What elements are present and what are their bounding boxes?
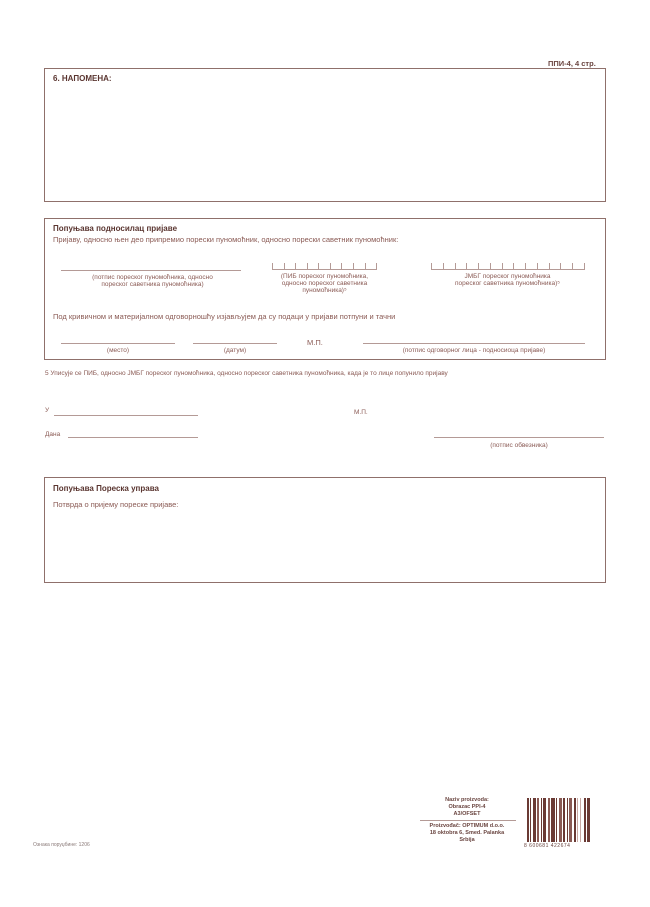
place-caption: (место) [106,347,130,354]
stamp-label-bottom: М.П. [354,409,368,416]
tax-office-title: Попуњава Пореска управа [53,484,159,493]
responsible-signature-caption: (потпис одговорног лица - подносиоца пријаве) [402,347,546,354]
taxpayer-signature-line[interactable] [434,437,604,438]
product-info: Naziv proizvoda: Obrazac PPI-4 A3/OFSET [445,797,489,817]
section-note-title: 6. НАПОМЕНА: [53,74,112,83]
filer-section-title: Попуњава подносилац пријаве [53,224,178,233]
proxy-signature-line[interactable] [61,270,241,271]
form-id: ППИ-4, 4 стр. [548,59,596,68]
taxpayer-signature-caption: (потпис обвезника) [490,442,548,449]
footnote-5: 5 Уписује се ПИБ, односно ЈМБГ пореског пуномоћника, односно пореског саветника пуномоћника, када је то лице попунило пријаву [45,370,448,377]
tax-office-box [44,477,606,583]
footer-divider [420,820,516,821]
declaration-text: Под кривичном и материјалном одговорношћу изјављујем да су подаци у пријави потпуни и тачни [53,312,396,321]
pib-input[interactable] [272,259,377,270]
barcode-digits: 8 600681 422674 [524,843,571,849]
date-line[interactable] [193,343,277,344]
producer-info: Proizvođač: OPTIMUM d.o.o. 18 oktobra 6, Smed. Palanka Srbija [429,823,505,843]
filer-intro: Пријаву, односно њен део припремио порески пуномоћник, односно порески саветник пуномоћник: [53,235,399,244]
place-line[interactable] [61,343,175,344]
receipt-label: Потврда о пријему пореске пријаве: [53,500,179,509]
in-place-line[interactable] [54,415,198,416]
jmbg-caption: ЈМБГ пореског пуномоћника пореског саветника пуномоћника)⁵ [455,273,560,287]
proxy-signature-caption: (потпис пореског пуномоћника, односно пореског саветника пуномоћника) [92,274,213,288]
stamp-label: М.П. [307,338,323,347]
date-line-bottom[interactable] [68,437,198,438]
in-label: У [45,407,50,414]
pib-caption: (ПИБ пореског пуномоћника, односно пореског саветника пуномоћника)⁵ [280,273,369,294]
date-caption: (датум) [223,347,247,354]
order-mark: Ознака поруџбине: 1206 [33,842,90,848]
barcode [527,798,603,842]
jmbg-input[interactable] [431,259,585,270]
date-label: Дана [45,431,61,438]
filer-section-box [44,218,606,360]
section-note-box[interactable] [44,68,606,202]
responsible-signature-line[interactable] [363,343,585,344]
